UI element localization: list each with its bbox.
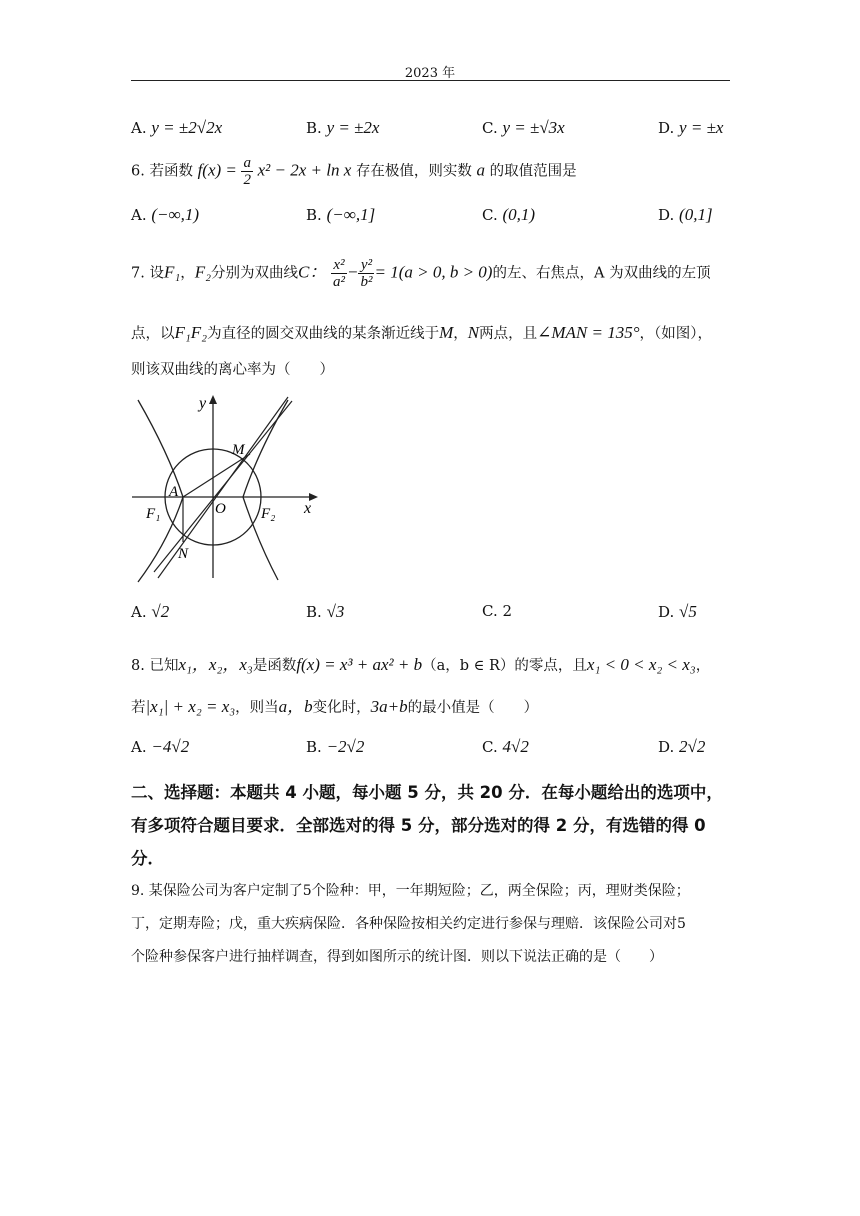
q8-stem-line2: 若|x₁| + x₂ = x₃，则当a，b变化时，3a+b的最小值是（ ） xyxy=(131,697,539,716)
section2-heading-line3: 分． xyxy=(131,849,164,868)
section2-heading-line2: 有多项符合题目要求．全部选对的得 5 分，部分选对的得 2 分，有选错的得 0 xyxy=(131,816,706,835)
label-f1: F₁ xyxy=(146,506,161,522)
q6-option-d[interactable]: D. (0,1] xyxy=(658,205,713,224)
q8-option-c[interactable]: C. 4√2 xyxy=(482,737,529,756)
q6-stem: 6. 若函数 f(x) = $\frac{a}{2}$ x² − 2x + ln x 存在极值，则实数 a 的取值范围是 xyxy=(131,155,577,188)
label-n: N xyxy=(178,546,189,562)
q7-option-a[interactable]: A. √2 xyxy=(131,602,170,621)
section2-heading-line1: 二、选择题：本题共 4 小题，每小题 5 分，共 20 分．在每小题给出的选项中， xyxy=(131,783,723,802)
header-rule xyxy=(131,80,730,81)
q8-stem-line1: 8. 已知x₁，x₂，x₃是函数f(x) = x³ + ax² + b（a，b ∈ R）的零点，且x₁ < 0 < x₂ < x₃， xyxy=(131,655,711,674)
q5-option-d[interactable]: D. y = ±x xyxy=(658,118,724,137)
q8-option-d[interactable]: D. 2√2 xyxy=(658,737,706,756)
label-f2: F₂ xyxy=(261,506,276,522)
q7-stem-line3: 则该双曲线的离心率为（ ） xyxy=(131,362,334,378)
q8-option-a[interactable]: A. −4√2 xyxy=(131,737,190,756)
q7-hyperbola-figure xyxy=(128,392,324,584)
q7-stem-line2: 点，以F₁F₂为直径的圆交双曲线的某条渐近线于M，N两点，且∠MAN = 135°，（如图）， xyxy=(131,323,713,342)
q7-fraction-x: $\frac{\text{x²}}{\text{a²}}$ xyxy=(333,257,345,290)
q7-option-c[interactable]: C. 2 xyxy=(482,602,513,620)
q9-stem-line2: 丁，定期寿险；戊，重大疾病保险．各种保险按相关约定进行参保与理赔．该保险公司对5 xyxy=(131,916,686,932)
y-axis-arrow xyxy=(209,395,217,404)
q6-fraction: $\frac{a}{2}$ xyxy=(243,155,251,188)
q6-option-c[interactable]: C. (0,1) xyxy=(482,205,536,224)
label-x: x xyxy=(304,500,312,517)
q7-stem-line1: 7. 设F₁，F₂分别为双曲线C： $\frac{\text{x²}}{\text{a²}}$ − $\frac{\text{y²}}{\text{b²}}$ = 1(a > 0, b > 0)的左、右焦点，A 为双曲线的左顶 xyxy=(131,257,711,290)
q5-option-a[interactable]: A. y = ±2√2x xyxy=(131,118,223,137)
q7-option-d[interactable]: D. √5 xyxy=(658,602,697,621)
label-o: O xyxy=(215,501,226,517)
label-a: A xyxy=(169,484,179,500)
q5-option-b[interactable]: B. y = ±2x xyxy=(306,118,380,137)
segment-am xyxy=(183,454,250,497)
page-header-year: 2023 年 xyxy=(404,66,456,81)
q6-option-b[interactable]: B. (−∞,1] xyxy=(306,205,376,224)
q8-option-b[interactable]: B. −2√2 xyxy=(306,737,365,756)
q6-option-a[interactable]: A. (−∞,1) xyxy=(131,205,200,224)
q7-option-b[interactable]: B. √3 xyxy=(306,602,345,621)
q5-option-c[interactable]: C. y = ±√3x xyxy=(482,118,565,137)
q9-stem-line1: 9. 某保险公司为客户定制了5个险种：甲，一年期短险；乙，两全保险；丙，理财类保险； xyxy=(131,883,690,899)
hyperbola-right-branch xyxy=(243,400,288,580)
q7-fraction-y: $\frac{\text{y²}}{\text{b²}}$ xyxy=(360,257,373,290)
label-y: y xyxy=(199,395,207,412)
label-m: M xyxy=(232,442,245,458)
q9-stem-line3: 个险种参保客户进行抽样调查，得到如图所示的统计图．则以下说法正确的是（ ） xyxy=(131,949,663,965)
